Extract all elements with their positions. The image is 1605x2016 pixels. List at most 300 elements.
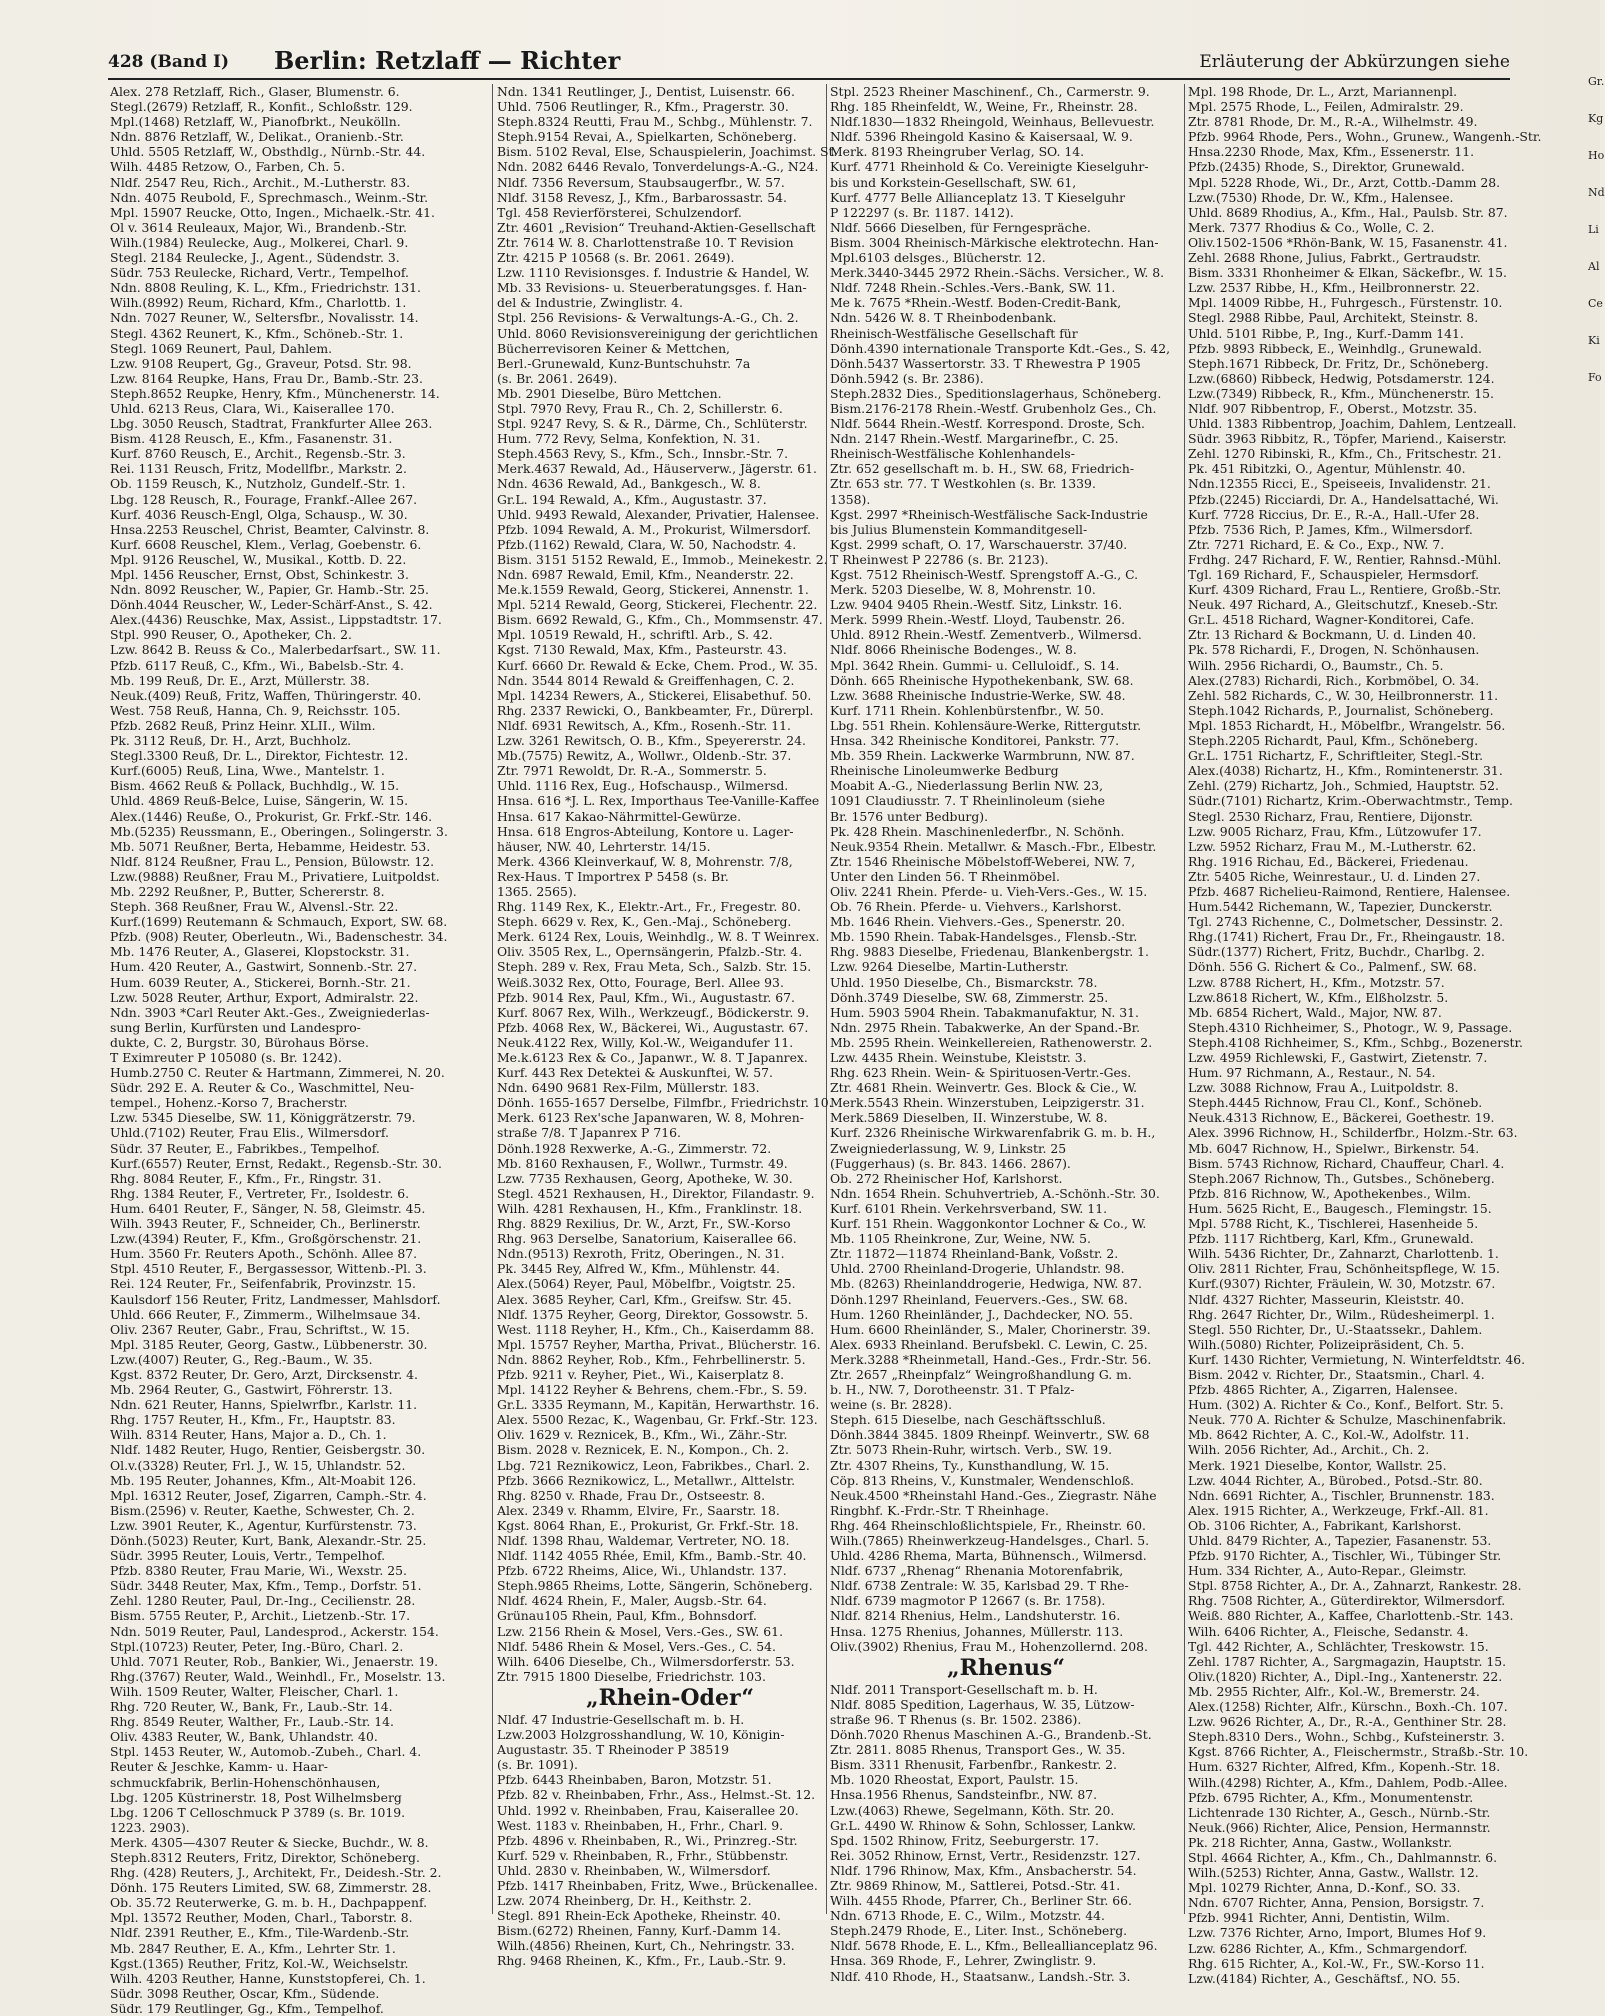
fragment-text: Gr. [1588,75,1605,88]
directory-entry: Südr. 3995 Reuter, Louis, Vertr., Tempelhof. [110,1548,386,1564]
directory-entry: Pfzb. 9211 v. Reyher, Piet., Wi., Kaiserplatz 8. [497,1366,785,1382]
directory-entry: Kurf. 4771 Rheinhold & Co. Vereinigte Kieselguhr- [830,159,1149,175]
directory-column-4 [1188,84,1542,1986]
directory-entry: Rhg. 623 Rhein. Wein- & Spirituosen-Vertr.-Ges. [830,1065,1132,1081]
directory-entry: Dönh.3844 3845. 1809 Rheinpf. Weinvertr., SW. 68 [830,1427,1150,1443]
directory-entry: Südr. 179 Reutlinger, Gg., Kfm., Tempelhof. [110,2000,384,2016]
directory-entry: Alex. 5500 Rezac, K., Wagenbau, Gr. Frkf.-Str. 123. [497,1412,818,1428]
directory-entry: Lzw.(4394) Reuter, F., Kfm., Großgörschenstr. 21. [110,1231,422,1247]
directory-entry: Wilh. 4203 Reuther, Hanne, Kunststopferei, Ch. 1. [110,1970,426,1986]
directory-entry: Steph.2067 Richnow, Th., Gutsbes., Schöneberg. [1188,1170,1495,1186]
directory-entry: Ringbhf. K.-Frdr.-Str. T Rheinhage. [830,1502,1049,1518]
directory-entry: Mb. 8642 Richter, A. C., Kol.-W., Adolfstr. 11. [1188,1427,1470,1443]
directory-entry: Bism. 4662 Reuß & Pollack, Buchhdlg., W. 15. [110,778,400,794]
directory-entry: Ndn. 8876 Retzlaff, W., Delikat., Oranienb.-Str. [110,129,404,145]
directory-entry: Uhld. 1383 Ribbentrop, Joachim, Dahlem, Lentzeall. [1188,416,1517,432]
directory-entry: Wilh. 3943 Reuter, F., Schneider, Ch., Berlinerstr. [110,1216,421,1232]
directory-entry: Lzw. 5345 Dieselbe, SW. 11, Königgrätzerstr. 79. [110,1110,416,1126]
directory-entry: Bism.(2596) v. Reuter, Kaethe, Schwester, Ch. 2. [110,1502,415,1518]
directory-entry: Me.k.6123 Rex & Co., Japanwr., W. 8. T Japanrex. [497,1050,808,1065]
directory-entry: Kurf. 4777 Belle Allianceplatz 13. T Kieselguhr [830,189,1126,205]
directory-entry: Lzw. 8164 Reupke, Hans, Frau Dr., Bamb.-Str. 23. [110,370,423,386]
fragment-text: Li [1588,223,1599,236]
directory-entry: Lzw. 3901 Reuter, K., Agentur, Kurfürstenstr. 73. [110,1517,417,1533]
directory-entry: Lzw. 4959 Richlewski, F., Gastwirt, Zietenstr. 7. [1188,1050,1488,1065]
fragment-text: Ho [1588,149,1605,162]
directory-entry: Ob. 272 Rheinischer Hof, Karlshorst. [830,1170,1063,1186]
directory-entry: Ztr. 7271 Richard, E. & Co., Exp., NW. 7. [1188,536,1445,552]
directory-entry: Lzw. 2537 Ribbe, H., Kfm., Heilbronnerstr. 22. [1188,280,1480,296]
directory-entry: West. 1183 v. Rheinbaben, H., Frhr., Charl. 9. [497,1817,784,1833]
directory-entry: Nldf.1830—1832 Rheingold, Weinhaus, Bellevuestr. [830,114,1155,130]
directory-entry: Alex. 3996 Richnow, H., Schilderfbr., Holzm.-Str. 63. [1188,1125,1518,1141]
directory-entry: häuser, NW. 40, Lehrterstr. 14/15. [497,838,711,854]
directory-entry: Lzw.8618 Richert, W., Kfm., Elßholzstr. 5. [1188,989,1449,1005]
directory-entry: Neuk.(409) Reuß, Fritz, Waffen, Thüringerstr. 40. [110,687,422,703]
directory-entry: Rhg.(1741) Richert, Frau Dr., Fr., Rheingaustr. 18. [1188,929,1506,945]
directory-entry: Hum.5442 Richemann, W., Tapezier, Dunckerstr. [1188,899,1493,915]
directory-entry: Mpl. 2575 Rhode, L., Feilen, Admiralstr. 29. [1188,99,1464,115]
directory-entry: Mb. 1105 Rheinkrone, Zur, Weine, NW. 5. [830,1231,1091,1247]
directory-entry: Bism. 5743 Richnow, Richard, Chauffeur, Charl. 4. [1188,1155,1505,1171]
directory-entry: Wilh. 4455 Rhode, Pfarrer, Ch., Berliner Str. 66. [830,1893,1132,1909]
directory-entry: Hnsa.2253 Reuschel, Christ, Beamter, Calvinstr. 8. [110,521,430,537]
directory-entry: Mpl. 14009 Ribbe, H., Fuhrgesch., Fürstenstr. 10. [1188,295,1503,311]
directory-entry: Ndn. 621 Reuter, Hanns, Spielwrfbr., Karlstr. 11. [110,1397,418,1413]
directory-entry: Kurf. 529 v. Rheinbaben, R., Frhr., Stübbenstr. [497,1847,789,1863]
directory-entry: Mb. 1476 Reuter, A., Glaserei, Klopstockstr. 31. [110,944,410,960]
directory-entry: Dönh.1297 Rheinland, Feuervers.-Ges., SW. 68. [830,1291,1128,1307]
directory-entry: Stegl. 550 Richter, Dr., U.-Staatssekr., Dahlem. [1188,1321,1483,1337]
directory-entry: Nldf. 8066 Rheinische Bodenges., W. 8. [830,642,1077,658]
directory-entry: Nldf. 7248 Rhein.-Schles.-Vers.-Bank, SW. 11. [830,280,1116,296]
directory-entry: Oliv.(3902) Rhenius, Frau M., Hohenzollernd. 208. [830,1638,1148,1654]
directory-entry: Wilh. 5436 Richter, Dr., Zahnarzt, Charlottenb. 1. [1188,1246,1499,1262]
header-rule [108,78,1510,80]
directory-entry: Nldf. 5678 Rhode, E. L., Kfm., Belleallianceplatz 96. [830,1938,1158,1954]
directory-entry: Nldf. 6739 magmotor P 12667 (s. Br. 1758). [830,1593,1106,1609]
directory-entry: Kurf. 6608 Reuschel, Klem., Verlag, Goebenstr. 6. [110,536,422,552]
directory-entry: Stegl. 891 Rhein-Eck Apotheke, Rheinstr. 40. [497,1908,781,1924]
directory-entry: Südr.(1377) Richert, Fritz, Buchdr., Charlbg. 2. [1188,944,1485,960]
directory-entry: Rei. 1131 Reusch, Fritz, Modellfbr., Markstr. 2. [110,461,407,477]
directory-entry: Ndn.(9513) Rexroth, Fritz, Oberingen., N. 31. [497,1246,785,1262]
directory-entry: Tgl. 169 Richard, F., Schauspieler, Hermsdorf. [1188,567,1480,582]
directory-entry: Ztr. 4681 Rhein. Weinvertr. Ges. Block & Cie., W. [830,1080,1138,1096]
directory-entry: Gr.L. 1751 Richartz, F., Schriftleiter, Stegl.-Str. [1188,748,1484,764]
directory-entry: straße 7/8. T Japanrex P 716. [497,1125,681,1141]
directory-entry: Rei. 124 Reuter, Fr., Seifenfabrik, Provinzstr. 15. [110,1276,416,1292]
directory-entry: Bism. 3151 5152 Rewald, E., Immob., Meinekestr. 2. [497,551,828,567]
directory-entry: Stpl. 7970 Revy, Frau R., Ch. 2, Schillerstr. 6. [497,400,783,416]
directory-entry: Uhld. 8479 Richter, A., Tapezier, Fasanenstr. 53. [1188,1533,1492,1548]
directory-entry: Rhg. 9468 Rheinen, K., Kfm., Fr., Laub.-Str. 9. [497,1953,787,1969]
directory-entry: Ndn. 2975 Rhein. Tabakwerke, An der Spand.-Br. [830,1019,1141,1035]
directory-entry: Nldf. 6737 „Rhenag“ Rhenania Motorenfabrik, [830,1563,1124,1579]
directory-entry: Ol v. 3614 Reuleaux, Major, Wi., Brandenb.-Str. [110,219,407,235]
directory-entry: Pfzb.(2435) Rhode, S., Direktor, Grunewald. [1188,159,1465,175]
directory-entry: Lzw. 6286 Richter, A., Kfm., Schmargendorf. [1188,1940,1468,1956]
directory-entry: Pfzb. 7536 Rich, P. James, Kfm., Wilmersdorf. [1188,521,1473,537]
directory-entry: Lichtenrade 130 Richter, A., Gesch., Nürnb.-Str. [1188,1804,1491,1820]
directory-entry: Mb. 2292 Reußner, P., Butter, Schererstr. 8. [110,883,385,899]
directory-entry: 1223. 2903). [110,1819,190,1835]
directory-entry: Bism. 2028 v. Reznicek, E. N., Kompon., Ch. 2. [497,1442,789,1458]
directory-entry: Südr. 37 Reuter, E., Fabrikbes., Tempelhof. [110,1140,380,1156]
directory-entry: Ndn. 6707 Richter, Anna, Pension, Borsigstr. 7. [1188,1895,1485,1911]
directory-entry: Ndn. 7027 Reuner, W., Seltersfbr., Novalisstr. 14. [110,310,419,326]
directory-entry: Mpl. 5228 Rhode, Wi., Dr., Arzt, Cottb.-Damm 28. [1188,174,1501,190]
directory-entry: Ndn. 3903 *Carl Reuter Akt.-Ges., Zweigniederlas- [110,1004,430,1020]
directory-entry: Rhg. 8829 Rexilius, Dr. W., Arzt, Fr., SW.-Korso [497,1216,791,1232]
directory-entry: Wilh. 4485 Retzow, O., Farben, Ch. 5. [110,159,346,175]
directory-entry: Ztr. 653 str. 77. T Westkohlen (s. Br. 1339. [830,476,1096,492]
directory-entry: Hnsa. 1275 Rhenius, Johannes, Müllerstr. 113. [830,1623,1124,1639]
column-divider [1184,84,1185,1914]
directory-entry: Uhld. 5505 Retzlaff, W., Obsthdlg., Nürnb.-Str. 44. [110,144,426,160]
directory-entry: Lzw. 7735 Rexhausen, Georg, Apotheke, W. 30. [497,1170,793,1186]
directory-entry: Merk. 4305—4307 Reuter & Siecke, Buchdr., W. 8. [110,1834,429,1850]
directory-entry: Ztr. 8781 Rhode, Dr. M., R.-A., Wilhelmstr. 49. [1188,114,1478,130]
directory-entry: Ztr. 652 gesellschaft m. b. H., SW. 68, Friedrich- [830,461,1135,477]
directory-entry: Nldf. 5486 Rhein & Mosel, Vers.-Ges., C. 54. [497,1638,776,1654]
directory-entry: Hum. 420 Reuter, A., Gastwirt, Sonnenb.-Str. 27. [110,959,418,975]
directory-entry: Ztr. 7614 W. 8. Charlottenstraße 10. T Revision [497,234,794,250]
directory-entry: Stpl. 8758 Richter, A., Dr. A., Zahnarzt, Rankestr. 28. [1188,1578,1522,1594]
directory-entry: Mb. 8160 Rexhausen, F., Wollwr., Turmstr. 49. [497,1155,788,1171]
directory-entry: Uhld. 8689 Rhodius, A., Kfm., Hal., Paulsb. Str. 87. [1188,204,1508,220]
directory-entry: Hum. 6039 Reuter, A., Stickerei, Bornh.-Str. 21. [110,974,411,990]
directory-entry: Ndn. 4636 Rewald, Ad., Bankgesch., W. 8. [497,476,761,492]
directory-entry: Dönh. 556 G. Richert & Co., Palmenf., SW. 68. [1188,959,1477,975]
directory-entry: Humb.2750 C. Reuter & Hartmann, Zimmerei, N. 20. [110,1065,445,1081]
directory-entry: West. 758 Reuß, Hanna, Ch. 9, Reichsstr. 105. [110,702,401,718]
directory-entry: Ztr. 2657 „Rheinpfalz“ Weingroßhandlung G. m. [830,1366,1132,1382]
directory-entry: Ndn. 1654 Rhein. Schuhvertrieb, A.-Schönh.-Str. 30. [830,1185,1160,1201]
directory-entry: Wilh. 8314 Reuter, Hans, Major a. D., Ch. 1. [110,1427,387,1443]
directory-entry: Br. 1576 unter Bedburg). [830,808,989,824]
directory-entry: Kurf. 4309 Richard, Frau L., Rentiere, Großb.-Str. [1188,582,1502,598]
directory-entry: Merk. 6124 Rex, Louis, Weinhdlg., W. 8. T Weinrex. [497,929,820,945]
directory-entry: Kurf. 151 Rhein. Waggonkontor Lochner & Co., W. [830,1216,1147,1232]
directory-entry: Ztr. 5405 Riche, Weinrestaur., U. d. Linden 27. [1188,868,1481,884]
directory-entry: Ndn. 5019 Reuter, Paul, Landesprod., Ackerstr. 154. [110,1623,439,1639]
directory-entry: Pk. 451 Ribitzki, O., Agentur, Mühlenstr. 40. [1188,461,1466,477]
directory-entry: Uhld. 5101 Ribbe, P., Ing., Kurf.-Damm 141. [1188,325,1464,341]
directory-entry: Wilh. 1509 Reuter, Walter, Fleischer, Charl. 1. [110,1683,399,1699]
directory-entry: Rhg. 615 Richter, A., Kol.-W., Fr., SW.-Korso 11. [1188,1955,1485,1971]
directory-entry: Wilh.(5253) Richter, Anna, Gastw., Wallstr. 12. [1188,1865,1479,1881]
directory-entry: Spd. 1502 Rhinow, Fritz, Seeburgerstr. 17. [830,1832,1099,1848]
directory-entry: Augustastr. 35. T Rheinoder P 38519 [497,1742,730,1758]
directory-entry: Südr. 292 E. A. Reuter & Co., Waschmittel, Neu- [110,1080,415,1096]
directory-entry: dukte, C. 2, Burgstr. 30, Bürohaus Börse. [110,1034,369,1050]
directory-entry: Bism. 4128 Reusch, E., Kfm., Fasanenstr. 31. [110,431,393,447]
directory-entry: Ztr. 4215 P 10568 (s. Br. 2061. 2649). [497,250,735,266]
directory-entry: Uhld. 4869 Reuß-Belce, Luise, Sängerin, W. 15. [110,793,409,809]
column-divider [492,84,493,1914]
directory-entry: Hum. 6600 Rheinländer, S., Maler, Chorinerstr. 39. [830,1321,1151,1337]
directory-entry: Rhg. 1384 Reuter, F., Vertreter, Fr., Isoldestr. 6. [110,1185,410,1201]
directory-column-2 [497,84,843,1969]
directory-entry: Ndn. 8862 Reyher, Rob., Kfm., Fehrbellinerstr. 5. [497,1351,806,1367]
directory-entry: Bism. 6692 Rewald, G., Kfm., Ch., Mommsenstr. 47. [497,612,823,628]
directory-entry: Bism.(6272) Rheinen, Fanny, Kurf.-Damm 14. [497,1923,781,1939]
directory-entry: Wilh. 2956 Richardi, O., Baumstr., Ch. 5. [1188,657,1444,673]
directory-entry: Steph.8310 Ders., Wohn., Schbg., Kufsteinerstr. 3. [1188,1729,1505,1745]
directory-entry: Reuter & Jeschke, Kamm- u. Haar- [110,1759,328,1775]
directory-entry: Lzw.(4184) Richter, A., Geschäftsf., NO. 55. [1188,1970,1461,1986]
directory-entry: Hum. 3560 Fr. Reuters Apoth., Schönh. Allee 87. [110,1246,418,1262]
directory-entry: Mb. 1020 Rheostat, Export, Paulstr. 15. [830,1772,1079,1788]
directory-entry: Oliv. 2367 Reuter, Gabr., Frau, Schriftst., W. 15. [110,1321,410,1337]
directory-entry: Alex. 3685 Reyher, Carl, Kfm., Greifsw. Str. 45. [497,1291,792,1307]
directory-entry: Merk.3288 *Rheinmetall, Hand.-Ges., Frdr.-Str. 56. [830,1351,1152,1367]
directory-entry: Wilh.(5080) Richter, Polizeipräsident, Ch. 5. [1188,1336,1465,1352]
directory-entry: Ndn. 3544 8014 Rewald & Greiffenhagen, C. 2. [497,672,795,688]
directory-entry: Ndn. 4075 Reubold, F., Sprechmasch., Weinm.-Str. [110,189,429,205]
directory-entry: Mb. 2901 Dieselbe, Büro Mettchen. [497,385,722,401]
directory-entry: Steph.9154 Revai, A., Spielkarten, Schöneberg. [497,129,797,145]
directory-entry: Pfzb. 816 Richnow, W., Apothekenbes., Wilm. [1188,1185,1471,1201]
directory-entry: Uhld. 2830 v. Rheinbaben, W., Wilmersdorf. [497,1862,771,1878]
directory-entry: Lzw.(7530) Rhode, Dr. W., Kfm., Halensee. [1188,189,1454,205]
directory-entry: Steph.1042 Richards, P., Journalist, Schöneberg. [1188,702,1494,718]
directory-entry: Merk.4637 Rewald, Ad., Häuserverw., Jägerstr. 61. [497,461,818,477]
directory-entry: Rheinische Linoleumwerke Bedburg [830,763,1059,779]
directory-entry: Nldf. 5666 Dieselben, für Ferngespräche. [830,219,1091,235]
directory-entry: straße 96. T Rhenus (s. Br. 1502. 2386). [830,1711,1082,1727]
directory-entry: Ndn. 6490 9681 Rex-Film, Müllerstr. 183. [497,1080,760,1096]
directory-entry: Pfzb. 1117 Richtberg, Karl, Kfm., Grunewald. [1188,1231,1474,1247]
directory-entry: Pfzb. (908) Reuter, Oberleutn., Wi., Badenschestr. 34. [110,929,448,945]
directory-entry: Pfzb. 6722 Rheims, Alice, Wi., Uhlandstr. 137. [497,1563,787,1579]
directory-entry: Stegl. 2530 Richarz, Frau, Rentiere, Dijonstr. [1188,808,1473,824]
directory-entry: Pfzb. 9170 Richter, A., Tischler, Wi., Tübinger Str. [1188,1548,1502,1564]
directory-entry: Kurf.(9307) Richter, Fräulein, W. 30, Motzstr. 67. [1188,1276,1496,1292]
directory-entry: Ob. 3106 Richter, A., Fabrikant, Karlshorst. [1188,1517,1462,1533]
directory-entry: Lzw.(4063) Rhewe, Segelmann, Köth. Str. 20. [830,1802,1115,1818]
directory-entry: Ztr. 2811. 8085 Rhenus, Transport Ges., W. 35. [830,1742,1126,1758]
directory-entry: Ndn. 6713 Rhode, E. C., Wilm., Motzstr. 44. [830,1908,1105,1924]
directory-entry: Dönh.3749 Dieselbe, SW. 68, Zimmerstr. 25. [830,989,1109,1005]
directory-entry: Pfzb. 82 v. Rheinbaben, Frhr., Ass., Helmst.-St. 12. [497,1787,816,1803]
directory-entry: Nldf. 8214 Rhenius, Helm., Landshuterstr. 16. [830,1608,1121,1624]
directory-entry: Merk. 6123 Rex'sche Japanwaren, W. 8, Mohren- [497,1110,804,1126]
directory-entry: Mb. 2595 Rhein. Weinkellereien, Rathenowerstr. 2. [830,1034,1153,1050]
directory-entry: Moabit A.-G., Niederlassung Berlin NW. 23, [830,778,1104,794]
directory-entry: Dönh.7020 Rhenus Maschinen A.-G., Brandenb.-St. [830,1727,1152,1743]
directory-entry: „Rhein-Oder“ [585,1684,754,1711]
directory-entry: weine (s. Br. 2828). [830,1397,953,1413]
directory-entry: Uhld. 8060 Revisionsvereinigung der gerichtlichen [497,325,819,341]
directory-entry: Nldf. 8085 Spedition, Lagerhaus, W. 35, Lützow- [830,1696,1135,1712]
directory-entry: bis Julius Blumenstein Kommanditgesell- [830,521,1088,537]
directory-entry: Mb. 2955 Richter, Alfr., Kol.-W., Bremerstr. 24. [1188,1683,1480,1699]
directory-entry: Uhld. 7071 Reuter, Rob., Bankier, Wi., Jenaerstr. 19. [110,1653,439,1669]
directory-entry: Nldf. 8124 Reußner, Frau L., Pension, Bülowstr. 12. [110,853,435,869]
directory-entry: Pk. 218 Richter, Anna, Gastw., Wollankstr. [1188,1834,1453,1850]
directory-entry: Lzw. 8788 Richert, H., Kfm., Motzstr. 57. [1188,974,1445,990]
directory-entry: Pfzb. 4865 Richter, A., Zigarren, Halensee. [1188,1382,1458,1398]
directory-entry: Kurf. 1430 Richter, Vermietung, N. Winterfeldtstr. 46. [1188,1351,1526,1367]
directory-entry: Wilh.(8992) Reum, Richard, Kfm., Charlottb. 1. [110,295,407,311]
directory-entry: Alex.(4436) Reuschke, Max, Assist., Lippstadtstr. 17. [110,612,442,628]
directory-entry: Wilh. 6406 Richter, A., Fleische, Sedanstr. 4. [1188,1623,1469,1639]
directory-entry: Kurf.(6005) Reuß, Lina, Wwe., Mantelstr. 1. [110,763,385,779]
directory-entry: Uhld. 6213 Reus, Clara, Wi., Kaiserallee 170. [110,400,395,416]
directory-entry: Rhg. 464 Rheinschloßlichtspiele, Fr., Rheinstr. 60. [830,1517,1146,1533]
directory-entry: Stegl.3300 Reuß, Dr. L., Direktor, Fichtestr. 12. [110,748,409,764]
directory-entry: Merk.3440-3445 2972 Rhein.-Sächs. Versicher., W. 8. [830,265,1165,281]
directory-entry: Hum. 97 Richmann, A., Restaur., N. 54. [1188,1065,1436,1081]
directory-entry: Lzw. 2074 Rheinberg, Dr. H., Keithstr. 2. [497,1893,752,1909]
directory-entry: Oliv. 4383 Reuter, W., Bank, Uhlandstr. 40. [110,1729,378,1745]
directory-entry: Tgl. 2743 Richenne, C., Dolmetscher, Dessinstr. 2. [1188,914,1504,930]
directory-entry: Kurf. 1711 Rhein. Kohlenbürstenfbr., W. 50. [830,702,1105,718]
directory-entry: schmuckfabrik, Berlin-Hohenschönhausen, [110,1774,381,1790]
directory-entry: Rhg. 9883 Dieselbe, Friedenau, Blankenbergstr. 1. [830,944,1149,960]
directory-entry: Hum. 5625 Richt, E., Baugesch., Flemingstr. 15. [1188,1200,1492,1216]
directory-entry: Mpl. 198 Rhode, Dr. L., Arzt, Mariannenpl. [1188,84,1458,99]
directory-entry: Lzw. 3688 Rheinische Industrie-Werke, SW. 48. [830,687,1126,703]
directory-entry: Nldf. 47 Industrie-Gesellschaft m. b. H. [497,1711,745,1727]
page-title: Berlin: Retzlaff — Richter [274,46,621,75]
directory-entry: Uhld. 4286 Rhema, Marta, Bühnensch., Wilmersd. [830,1548,1147,1564]
directory-entry: Nldf. 7356 Reversum, Staubsaugerfbr., W. 57. [497,174,785,190]
directory-entry: Stpl. 4510 Reuter, F., Bergassessor, Wittenb.-Pl. 3. [110,1261,427,1277]
directory-entry: Oliv. 1629 v. Reznicek, B., Kfm., Wi., Zähr.-Str. [497,1427,788,1443]
directory-entry: Mb. 6854 Richert, Wald., Major, NW. 87. [1188,1004,1442,1020]
fragment-text: Nd [1588,186,1605,199]
directory-entry: Pfzb. 4068 Rex, W., Bäckerei, Wi., Augustastr. 67. [497,1019,809,1035]
directory-entry: Mb. 33 Revisions- u. Steuerberatungsges. f. Han- [497,280,807,296]
directory-entry: Gr.L. 4490 W. Rhinow & Sohn, Schlosser, Lankw. [830,1817,1136,1833]
directory-entry: Hum. 772 Revy, Selma, Konfektion, N. 31. [497,431,761,447]
directory-entry: Unter den Linden 56. T Rheinmöbel. [830,868,1060,884]
directory-entry: Dönh. 175 Reuters Limited, SW. 68, Zimmerstr. 28. [110,1880,432,1896]
directory-entry: Mb. (8263) Rheinlanddrogerie, Hedwiga, NW. 87. [830,1276,1142,1292]
directory-entry: Mpl. 10279 Richter, Anna, D.-Konf., SO. 33. [1188,1880,1461,1896]
directory-entry: Rhg. 8250 v. Rhade, Frau Dr., Ostseestr. 8. [497,1487,766,1503]
directory-entry: Mpl. 1853 Richardt, H., Möbelfbr., Wrangelstr. 56. [1188,717,1506,733]
directory-entry: Steph.4445 Richnow, Frau Cl., Konf., Schöneb. [1188,1095,1483,1111]
directory-entry: Stpl. 990 Reuser, O., Apotheker, Ch. 2. [110,627,352,643]
directory-entry: Pk. 3112 Reuß, Dr. H., Arzt, Buchholz. [110,733,352,749]
fragment-text: Al [1588,260,1600,273]
directory-entry: Stegl. 2988 Ribbe, Paul, Architekt, Steinstr. 8. [1188,310,1479,326]
directory-entry: Südr. 3448 Reuter, Max, Kfm., Temp., Dorfstr. 51. [110,1578,422,1594]
directory-entry: Uhld. 8912 Rhein.-Westf. Zementverb., Wilmersd. [830,627,1142,643]
directory-entry: Grünau105 Rhein, Paul, Kfm., Bohnsdorf. [497,1608,757,1624]
directory-entry: Neuk.4122 Rex, Willy, Kol.-W., Weigandufer 11. [497,1034,794,1050]
directory-entry: Kurf. 8760 Reusch, E., Archit., Regensb.-Str. 3. [110,446,406,462]
directory-entry: Nldf. 1375 Reyher, Georg, Direktor, Gossowstr. 5. [497,1306,809,1322]
directory-entry: Stpl. 2523 Rheiner Maschinenf., Ch., Carmerstr. 9. [830,84,1150,99]
directory-entry: Pfzb. 4687 Richelieu-Raimond, Rentiere, Halensee. [1188,883,1511,899]
directory-entry: Merk. 1921 Dieselbe, Kontor, Wallstr. 25. [1188,1457,1447,1473]
fragment-text: Ce [1588,297,1603,310]
directory-entry: Ob. 1159 Reusch, K., Nutzholz, Gundelf.-Str. 1. [110,476,406,492]
directory-entry: (s. Br. 2061. 2649). [497,370,618,386]
directory-entry: Bism.2176-2178 Rhein.-Westf. Grubenholz Ges., Ch. [830,400,1157,416]
directory-entry: Kurf. 7728 Riccius, Dr. E., R.-A., Hall.-Ufer 28. [1188,506,1480,522]
directory-entry: Mb. 1646 Rhein. Viehvers.-Ges., Spenerstr. 20. [830,914,1126,930]
directory-entry: Ndn. 8808 Reuling, K. L., Kfm., Friedrichstr. 131. [110,280,421,296]
directory-entry: Pfzb. 8380 Reuter, Frau Marie, Wi., Wexstr. 25. [110,1563,407,1579]
directory-entry: Pfzb. 9964 Rhode, Pers., Wohn., Grunew., Wangenh.-Str. [1188,129,1542,145]
directory-entry: del & Industrie, Zwinglistr. 4. [497,295,683,311]
directory-entry: Lzw. 8642 B. Reuss & Co., Malerbedarfsart., SW. 11. [110,642,441,658]
directory-entry: Mpl.(1468) Retzlaff, W., Pianofbrkt., Neukölln. [110,114,401,130]
directory-entry: Lzw.2003 Holzgrosshandlung, W. 10, Königin- [497,1727,785,1743]
directory-entry: Nldf. 2547 Reu, Rich., Archit., M.-Lutherstr. 83. [110,174,411,190]
fragment-text: Kg [1588,112,1604,125]
directory-entry: Stegl.(2679) Retzlaff, R., Konfit., Schloßstr. 129. [110,99,413,115]
directory-entry: Hnsa. 617 Kakao-Nährmittel-Gewürze. [497,808,742,824]
directory-entry: Uhld. 9493 Rewald, Alexander, Privatier, Halensee. [497,506,820,522]
directory-entry: Lbg. 1205 Küstrinerstr. 18, Post Wilhelmsberg [110,1789,402,1805]
directory-entry: Stegl. 1069 Reunert, Paul, Dahlem. [110,340,333,356]
directory-entry: Rhg. 720 Reuter, W., Bank, Fr., Laub.-Str. 14. [110,1699,393,1715]
directory-entry: Rhg. 2647 Richter, Dr., Wilm., Rüdesheimerpl. 1. [1188,1306,1495,1322]
directory-entry: Kurf. 6660 Dr. Rewald & Ecke, Chem. Prod., W. 35. [497,657,818,673]
directory-entry: Wilh. 4281 Rexhausen, H., Kfm., Franklinstr. 18. [497,1200,803,1216]
directory-entry: Wilh. 2056 Richter, Ad., Archit., Ch. 2. [1188,1442,1430,1458]
directory-entry: Steph.2479 Rhode, E., Liter. Inst., Schöneberg. [830,1923,1128,1939]
directory-entry: Kurf.(6557) Reuter, Ernst, Redakt., Regensb.-Str. 30. [110,1155,442,1171]
directory-entry: Bism. 5755 Reuter, P., Archit., Lietzenb.-Str. 17. [110,1608,411,1624]
directory-entry: Ob. 76 Rhein. Pferde- u. Viehvers., Karlshorst. [830,899,1122,915]
directory-entry: Nldf. 6931 Rewitsch, A., Kfm., Rosenh.-Str. 11. [497,717,791,733]
directory-entry: Pfzb.(1162) Rewald, Clara, W. 50, Nachodstr. 4. [497,536,797,552]
directory-entry: Wilh.(4298) Richter, A., Kfm., Dahlem, Podb.-Allee. [1188,1774,1508,1790]
directory-entry: T Eximreuter P 105080 (s. Br. 1242). [110,1050,342,1065]
directory-entry: Alex. 2349 v. Rhamm, Elvire, Fr., Saarstr. 18. [497,1502,780,1518]
directory-entry: Alex.(1446) Reuße, O., Prokurist, Gr. Frkf.-Str. 146. [110,808,433,824]
directory-entry: Gr.L. 3335 Reymann, M., Kapitän, Herwarthstr. 16. [497,1397,820,1413]
abbreviation-note: Erläuterung der Abkürzungen siehe [1199,52,1510,72]
directory-entry: Ztr. 1546 Rheinische Möbelstoff-Weberei, NW. 7, [830,853,1136,869]
directory-entry: Ndn. 2147 Rhein.-Westf. Margarinefbr., C. 25. [830,431,1119,447]
directory-entry: Nldf. 907 Ribbentrop, F., Oberst., Motzstr. 35. [1188,400,1478,416]
directory-entry: Lzw. 4435 Rhein. Weinstube, Kleiststr. 3. [830,1050,1087,1065]
page-number: 428 (Band I) [108,52,229,72]
directory-entry: Alex.(2783) Richardi, Rich., Korbmöbel, O. 34. [1188,672,1480,688]
directory-entry: Wilh. 6406 Dieselbe, Ch., Wilmersdorferstr. 53. [497,1653,795,1669]
directory-entry: Alex.(4038) Richartz, H., Kfm., Romintenerstr. 31. [1188,763,1503,779]
directory-entry: Hum. 6327 Richter, Alfred, Kfm., Kopenh.-Str. 18. [1188,1759,1501,1775]
directory-entry: Bism. 3004 Rheinisch-Märkische elektrotechn. Han- [830,234,1159,250]
directory-entry: sung Berlin, Kurfürsten und Landespro- [110,1019,361,1035]
fragment-text: Ki [1588,334,1600,347]
directory-entry: Mb. 2847 Reuther, E. A., Kfm., Lehrter Str. 1. [110,1940,396,1956]
directory-entry: Merk. 5203 Dieselbe, W. 8, Mohrenstr. 10. [830,582,1096,598]
directory-entry: Nldf. 1398 Rhau, Waldemar, Vertreter, NO. 18. [497,1533,790,1548]
directory-entry: Nldf. 1796 Rhinow, Max, Kfm., Ansbacherstr. 54. [830,1862,1137,1878]
directory-entry: Mpl. 14122 Reyher & Behrens, chem.-Fbr., S. 59. [497,1382,808,1398]
directory-entry: Hum. (302) A. Richter & Co., Konf., Belfort. Str. 5. [1188,1397,1504,1413]
directory-entry: Ndn.12355 Ricci, E., Speiseeis, Invalidenstr. 21. [1188,476,1491,492]
directory-entry: Bism. 5102 Reval, Else, Schauspielerin, Joachimst. St. [497,144,838,160]
directory-entry: Frdhg. 247 Richard, F. W., Rentier, Rahnsd.-Mühl. [1188,551,1502,567]
directory-entry: Lzw. 7376 Richter, Arno, Import, Blumes Hof 9. [1188,1925,1487,1941]
directory-entry: Ol.v.(3328) Reuter, Frl. J., W. 15, Uhlandstr. 52. [110,1457,406,1473]
directory-entry: Rhg. 7508 Richter, A., Güterdirektor, Wilmersdorf. [1188,1593,1506,1609]
directory-entry: (Fuggerhaus) (s. Br. 843. 1466. 2867). [830,1155,1071,1171]
directory-entry: Hnsa. 616 *J. L. Rex, Importhaus Tee-Vanille-Kaffee [497,793,820,809]
directory-entry: Mb.(7575) Rewitz, A., Wollwr., Oldenb.-Str. 37. [497,748,792,764]
